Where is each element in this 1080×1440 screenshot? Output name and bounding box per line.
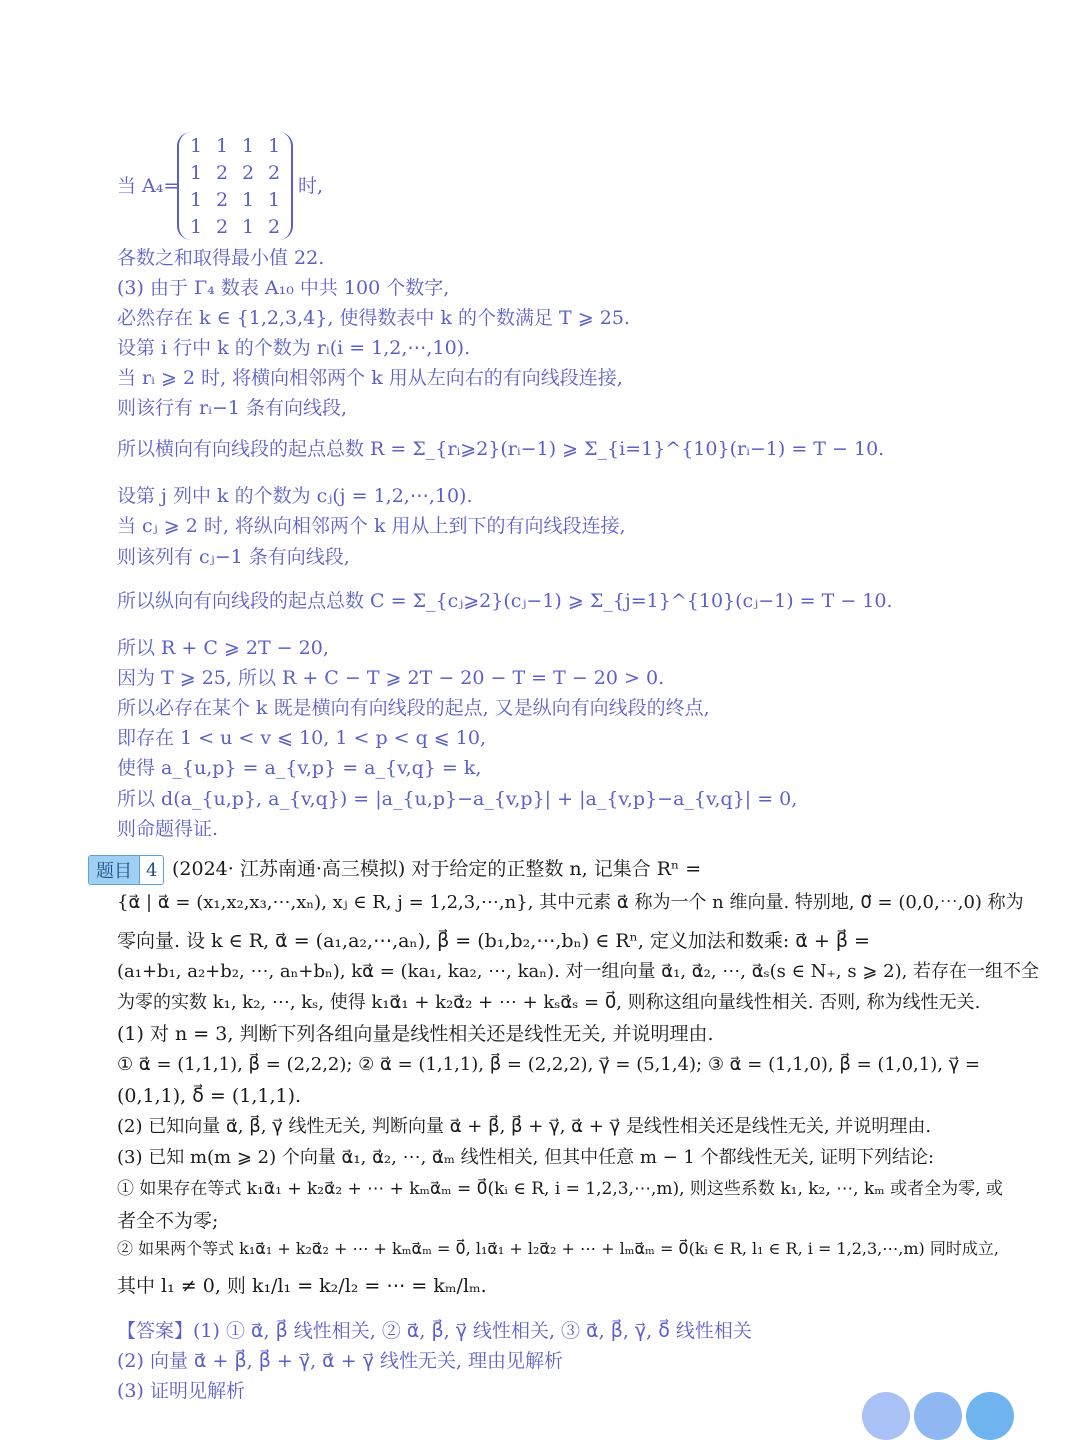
solution-line: 使得 a_{u,p} = a_{v,p} = a_{v,q} = k,: [117, 757, 482, 779]
matrix-cell: 2: [215, 161, 229, 184]
solution-line: 当 cⱼ ⩾ 2 时, 将纵向相邻两个 k 用从上到下的有向线段连接,: [117, 515, 626, 537]
problem-line: (1) 对 n = 3, 判断下列各组向量是线性相关还是线性无关, 并说明理由.: [117, 1023, 714, 1045]
matrix-row: [179, 132, 291, 159]
solution-line: 所以必存在某个 k 既是横向有向线段的起点, 又是纵向有向线段的终点,: [117, 697, 710, 719]
matrix-cell: 1: [267, 134, 281, 157]
matrix-cell: 1: [267, 188, 281, 211]
matrix-prefix: 当 A₄=: [117, 175, 180, 197]
solution-line: 各数之和取得最小值 22.: [117, 247, 325, 269]
matrix-cell: 2: [267, 161, 281, 184]
corner-dot: [862, 1392, 910, 1440]
matrix-row: [179, 213, 291, 240]
problem-line: (2024· 江苏南通·高三模拟) 对于给定的正整数 n, 记集合 Rⁿ =: [172, 858, 702, 880]
matrix-cell: 1: [189, 215, 203, 238]
problem-line: (a₁+b₁, a₂+b₂, ⋯, aₙ+bₙ), kα⃗ = (ka₁, ka₂, ⋯, kaₙ). 对一组向量 α⃗₁, α⃗₂, ⋯, α⃗ₛ(s ∈ N₊, s ⩾ 2), 若存在一组不全: [117, 961, 1040, 982]
matrix-cell: 1: [189, 188, 203, 211]
solution-line: 所以横向有向线段的起点总数 R = Σ_{rᵢ⩾2}(rᵢ−1) ⩾ Σ_{i=1}^{10}(rᵢ−1) = T − 10.: [117, 438, 885, 460]
matrix-cell: 2: [215, 188, 229, 211]
problem-line: ② 如果两个等式 k₁α⃗₁ + k₂α⃗₂ + ⋯ + kₘα⃗ₘ = 0⃗, l₁α⃗₁ + l₂α⃗₂ + ⋯ + lₘα⃗ₘ = 0⃗(kᵢ ∈ R, l₁ ∈ R, i = 1,2,3,⋯,m) 同时成立,: [117, 1239, 999, 1258]
matrix-cell: 2: [241, 161, 255, 184]
matrix-a4: [177, 132, 293, 240]
solution-line: 因为 T ⩾ 25, 所以 R + C − T ⩾ 2T − 20 − T = T − 20 > 0.: [117, 667, 665, 689]
solution-line: 即存在 1 < u < v ⩽ 10, 1 < p < q ⩽ 10,: [117, 727, 486, 749]
problem-line: (2) 已知向量 α⃗, β⃗, γ⃗ 线性无关, 判断向量 α⃗ + β⃗, β⃗ + γ⃗, α⃗ + γ⃗ 是线性相关还是线性无关, 并说明理由.: [117, 1116, 932, 1137]
problem-line: 者全不为零;: [117, 1210, 219, 1232]
corner-dot: [966, 1392, 1014, 1440]
problem-line: ① 如果存在等式 k₁α⃗₁ + k₂α⃗₂ + ⋯ + kₘα⃗ₘ = 0⃗(kᵢ ∈ R, i = 1,2,3,⋯,m), 则这些系数 k₁, k₂, ⋯, kₘ 或者全为零, 或: [117, 1179, 1003, 1199]
solution-line: 则命题得证.: [117, 818, 219, 840]
problem-line: ① α⃗ = (1,1,1), β⃗ = (2,2,2); ② α⃗ = (1,1,1), β⃗ = (2,2,2), γ⃗ = (5,1,4); ③ α⃗ = (1,1,0), β⃗ = (1,0,1), γ⃗ =: [117, 1054, 981, 1075]
problem-line: (0,1,1), δ⃗ = (1,1,1).: [117, 1085, 302, 1107]
matrix-cell: 1: [215, 134, 229, 157]
matrix-cell: 2: [215, 215, 229, 238]
solution-line: 设第 i 行中 k 的个数为 rᵢ(i = 1,2,⋯,10).: [117, 337, 471, 359]
solution-line: 所以纵向有向线段的起点总数 C = Σ_{cⱼ⩾2}(cⱼ−1) ⩾ Σ_{j=1}^{10}(cⱼ−1) = T − 10.: [117, 590, 893, 612]
problem-line: (3) 已知 m(m ⩾ 2) 个向量 α⃗₁, α⃗₂, ⋯, α⃗ₘ 线性相关, 但其中任意 m − 1 个都线性无关, 证明下列结论:: [117, 1147, 935, 1168]
problem-line: 为零的实数 k₁, k₂, ⋯, kₛ, 使得 k₁α⃗₁ + k₂α⃗₂ + ⋯ + kₛα⃗ₛ = 0⃗, 则称这组向量线性相关. 否则, 称为线性无关.: [117, 992, 981, 1013]
matrix-cell: 1: [189, 161, 203, 184]
solution-line: 所以 d(a_{u,p}, a_{v,q}) = |a_{u,p}−a_{v,p}| + |a_{v,p}−a_{v,q}| = 0,: [117, 788, 798, 810]
solution-line: 必然存在 k ∈ {1,2,3,4}, 使得数表中 k 的个数满足 T ⩾ 25.: [117, 307, 630, 329]
corner-dot: [914, 1392, 962, 1440]
problem-line: 其中 l₁ ≠ 0, 则 k₁/l₁ = k₂/l₂ = ⋯ = kₘ/lₘ.: [117, 1275, 487, 1297]
matrix-cell: 1: [241, 134, 255, 157]
problem-tag-label: 题目: [89, 856, 139, 884]
solution-line: 设第 j 列中 k 的个数为 cⱼ(j = 1,2,⋯,10).: [117, 485, 473, 507]
problem-line: {α⃗ | α⃗ = (x₁,x₂,x₃,⋯,xₙ), xⱼ ∈ R, j = 1,2,3,⋯,n}, 其中元素 α⃗ 称为一个 n 维向量. 特别地, 0⃗ = (0,0,⋯,0) 称为: [117, 892, 1024, 913]
answer-line: 【答案】(1) ① α⃗, β⃗ 线性相关, ② α⃗, β⃗, γ⃗ 线性相关, ③ α⃗, β⃗, γ⃗, δ⃗ 线性相关: [117, 1320, 752, 1342]
answer-line: (2) 向量 α⃗ + β⃗, β⃗ + γ⃗, α⃗ + γ⃗ 线性无关, 理由见解析: [117, 1350, 564, 1372]
matrix-row: [179, 159, 291, 186]
answer-line: (3) 证明见解析: [117, 1380, 245, 1402]
matrix-row: [179, 186, 291, 213]
solution-line: 则该行有 rᵢ−1 条有向线段,: [117, 397, 348, 419]
solution-line: 所以 R + C ⩾ 2T − 20,: [117, 637, 329, 659]
solution-line: 当 rᵢ ⩾ 2 时, 将横向相邻两个 k 用从左向右的有向线段连接,: [117, 367, 623, 389]
matrix-cell: 2: [267, 215, 281, 238]
matrix-suffix: 时,: [298, 175, 324, 197]
problem-line: 零向量. 设 k ∈ R, α⃗ = (a₁,a₂,⋯,aₙ), β⃗ = (b₁,b₂,⋯,bₙ) ∈ Rⁿ, 定义加法和数乘: α⃗ + β⃗ =: [117, 930, 870, 952]
matrix-cell: 1: [241, 215, 255, 238]
matrix-cell: 1: [241, 188, 255, 211]
problem-tag-number: 4: [139, 856, 163, 884]
solution-line: (3) 由于 Γ₄ 数表 A₁₀ 中共 100 个数字,: [117, 277, 450, 299]
matrix-cell: 1: [189, 134, 203, 157]
solution-line: 则该列有 cⱼ−1 条有向线段,: [117, 546, 350, 568]
problem-tag: [88, 855, 164, 885]
